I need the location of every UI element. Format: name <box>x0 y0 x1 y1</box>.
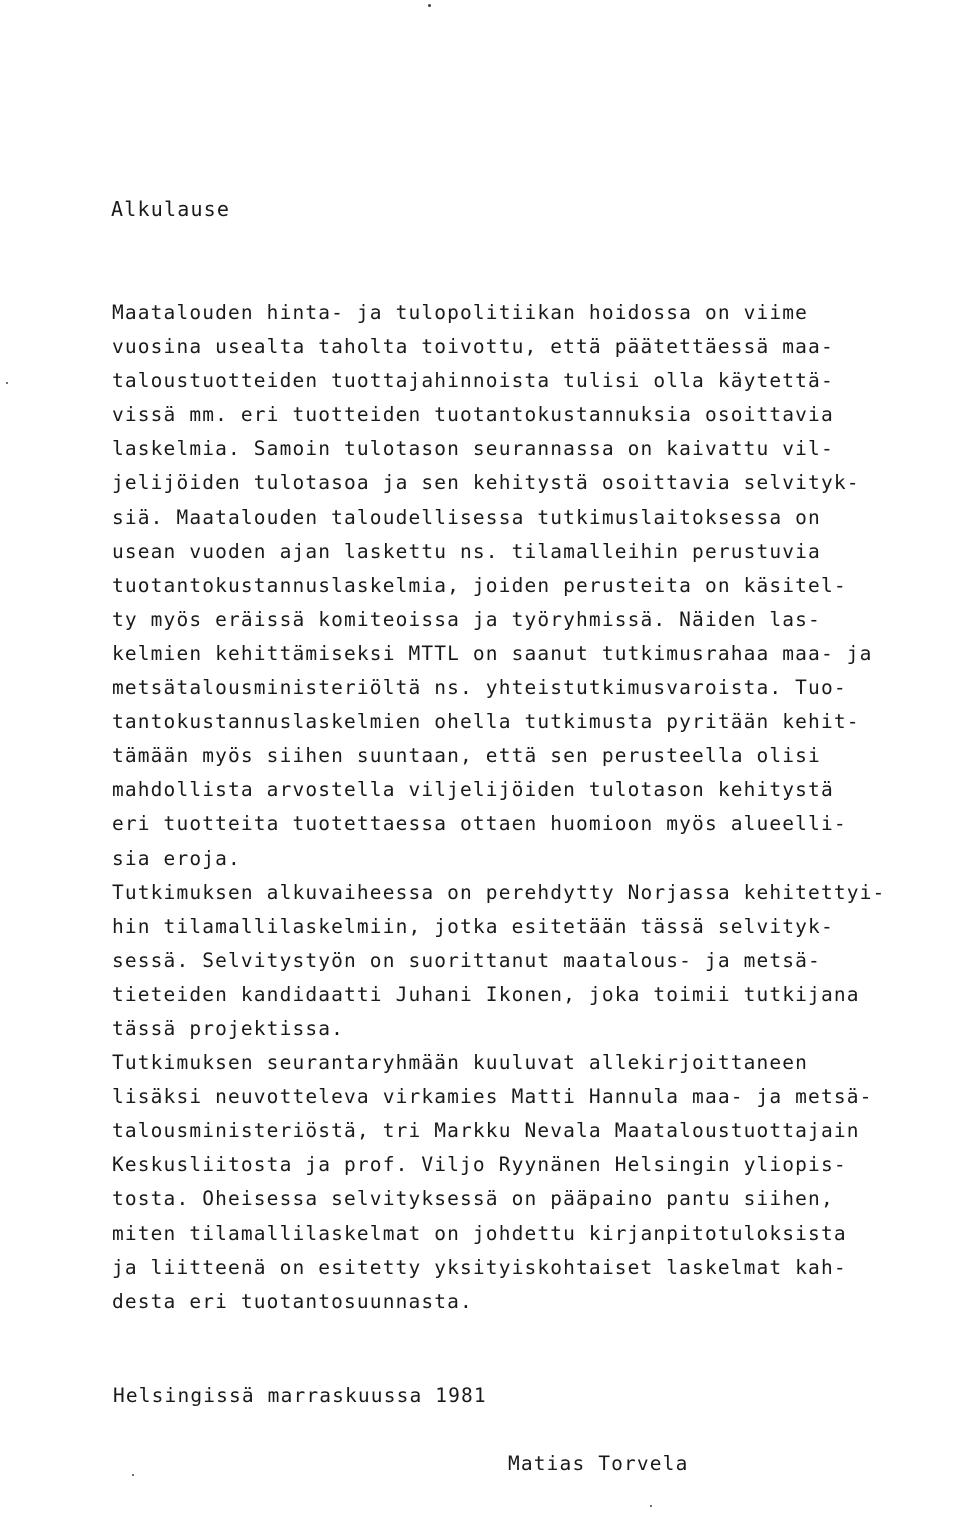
text-line: tämään myös siihen suuntaan, että sen perusteella olisi <box>112 744 821 768</box>
text-line: Tutkimuksen seurantaryhmään kuuluvat allekirjoittaneen <box>112 1051 809 1075</box>
text-line: vissä mm. eri tuotteiden tuotantokustannuksia osoittavia <box>112 403 834 427</box>
text-line: tieteiden kandidaatti Juhani Ikonen, joka toimii tutkijana <box>112 982 860 1006</box>
text-line: jelijöiden tulotasoa ja sen kehitystä osoittavia selvityk- <box>112 471 860 495</box>
text-line: hin tilamallilaskelmiin, jotka esitetään tässä selvityk- <box>112 914 834 938</box>
text-line: vuosina usealta taholta toivottu, että päätettäessä maa- <box>112 335 834 359</box>
scan-speck <box>650 1505 652 1507</box>
text-line: ty myös eräissä komiteoissa ja työryhmissä. Näiden las- <box>112 607 821 631</box>
text-line: tässä projektissa. <box>112 1016 345 1040</box>
scan-speck <box>6 382 8 384</box>
signature-name: Matias Torvela <box>508 1452 689 1475</box>
text-line: usean vuoden ajan laskettu ns. tilamalleihin perustuvia <box>112 539 821 563</box>
text-line: Maatalouden hinta- ja tulopolitiikan hoidossa on viime <box>112 301 809 324</box>
text-line: desta eri tuotantosuunnasta. <box>112 1289 473 1313</box>
text-line: talousministeriöstä, tri Markku Nevala Maataloustuottajain <box>112 1119 860 1143</box>
text-line: sia eroja. <box>112 846 241 870</box>
text-line: kelmien kehittämiseksi MTTL on saanut tutkimusrahaa maa- ja <box>112 641 873 665</box>
text-line: miten tilamallilaskelmat on johdettu kirjanpitotuloksista <box>112 1221 847 1245</box>
text-line: tantokustannuslaskelmien ohella tutkimusta pyritään kehit- <box>112 710 860 734</box>
text-line: metsätalousministeriöltä ns. yhteistutkimusvaroista. Tuo- <box>112 676 847 700</box>
page-title: Alkulause <box>111 197 231 221</box>
text-line: taloustuotteiden tuottajahinnoista tulisi olla käytettä- <box>112 369 834 393</box>
text-line: laskelmia. Samoin tulotason seurannassa on kaivattu vil- <box>112 437 834 461</box>
text-line: eri tuotteita tuotettaessa ottaen huomioon myös alueelli- <box>112 812 847 836</box>
text-line: siä. Maatalouden taloudellisessa tutkimuslaitoksessa on <box>112 505 821 529</box>
text-line: mahdollista arvostella viljelijöiden tulotason kehitystä <box>112 778 834 802</box>
body-text <box>112 296 932 1319</box>
text-line: ja liitteenä on esitetty yksityiskohtaiset laskelmat kah- <box>112 1255 847 1279</box>
place-date: Helsingissä marraskuussa 1981 <box>113 1384 487 1407</box>
text-line: Tutkimuksen alkuvaiheessa on perehdytty Norjassa kehitettyi- <box>112 880 886 904</box>
text-line: lisäksi neuvotteleva virkamies Matti Hannula maa- ja metsä- <box>112 1085 873 1109</box>
text-line: Keskusliitosta ja prof. Viljo Ryynänen Helsingin yliopis- <box>112 1153 847 1177</box>
text-line: sessä. Selvitystyön on suorittanut maatalous- ja metsä- <box>112 948 821 972</box>
scan-speck <box>132 1474 134 1476</box>
text-line: tuotantokustannuslaskelmia, joiden perusteita on käsitel- <box>112 573 847 597</box>
scan-speck <box>428 4 431 7</box>
text-line: tosta. Oheisessa selvityksessä on pääpaino pantu siihen, <box>112 1187 834 1211</box>
